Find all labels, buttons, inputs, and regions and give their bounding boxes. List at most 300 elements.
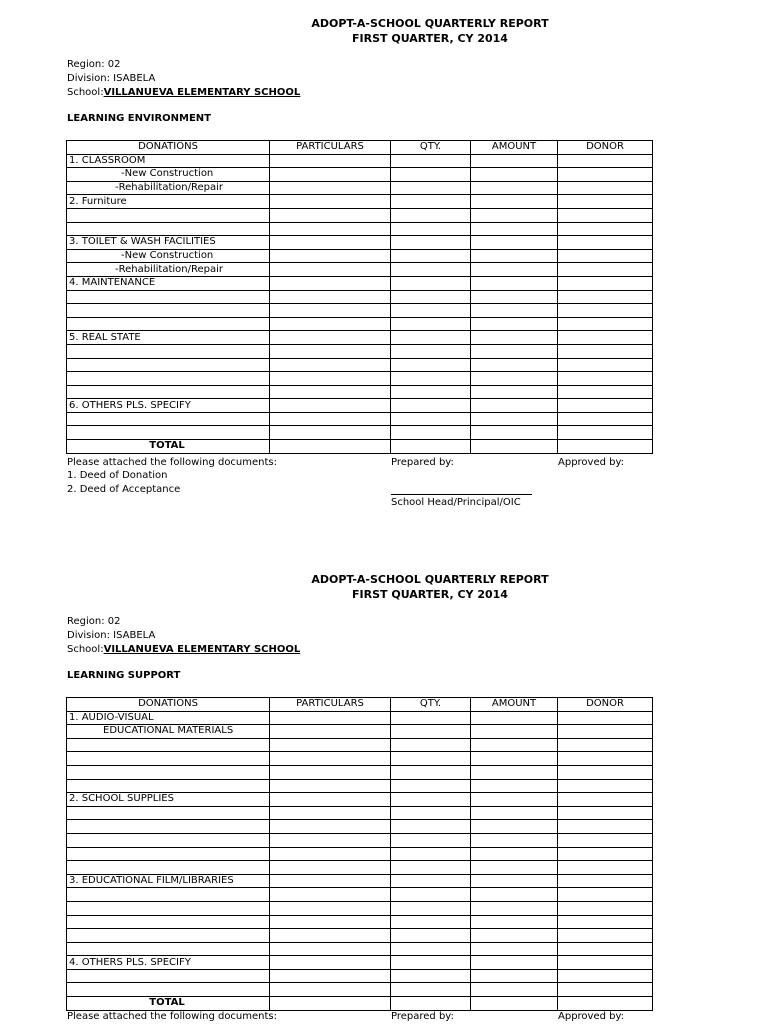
signature-line <box>391 494 532 495</box>
donor-cell[interactable] <box>558 779 653 793</box>
donor-cell[interactable] <box>558 222 653 236</box>
particulars-cell[interactable] <box>270 874 391 888</box>
amount-cell[interactable] <box>471 929 558 943</box>
amount-cell[interactable] <box>471 358 558 372</box>
amount-cell[interactable] <box>471 915 558 929</box>
table-row <box>67 820 653 834</box>
particulars-cell[interactable] <box>270 725 391 739</box>
donor-cell[interactable] <box>558 874 653 888</box>
row-label <box>67 779 270 793</box>
table-row <box>67 181 653 195</box>
amount-cell[interactable] <box>471 236 558 250</box>
donor-cell[interactable] <box>558 793 653 807</box>
table-row <box>67 942 653 956</box>
donor-cell[interactable] <box>558 358 653 372</box>
header-qty: QTY. <box>391 141 471 155</box>
qty-cell[interactable] <box>391 765 471 779</box>
particulars-cell[interactable] <box>270 752 391 766</box>
qty-cell[interactable] <box>391 440 471 454</box>
donor-cell[interactable] <box>558 711 653 725</box>
table-row <box>67 969 653 983</box>
particulars-cell[interactable] <box>270 222 391 236</box>
table-row <box>67 372 653 386</box>
qty-cell[interactable] <box>391 806 471 820</box>
donor-cell[interactable] <box>558 929 653 943</box>
table-row <box>67 249 653 263</box>
region-line: Region: 02 <box>67 616 121 627</box>
table-row <box>67 738 653 752</box>
particulars-cell[interactable] <box>270 765 391 779</box>
donor-cell[interactable] <box>558 969 653 983</box>
amount-cell[interactable] <box>471 793 558 807</box>
particulars-cell[interactable] <box>270 249 391 263</box>
school-name: VILLANUEVA ELEMENTARY SCHOOL <box>103 644 301 655</box>
amount-cell[interactable] <box>471 779 558 793</box>
table-row <box>67 412 653 426</box>
donor-cell[interactable] <box>558 997 653 1011</box>
donor-cell[interactable] <box>558 412 653 426</box>
qty-cell[interactable] <box>391 412 471 426</box>
row-label <box>67 222 270 236</box>
row-label <box>67 861 270 875</box>
school-label: School: <box>67 644 104 655</box>
amount-cell[interactable] <box>471 833 558 847</box>
donor-cell[interactable] <box>558 983 653 997</box>
report-title: ADOPT-A-SCHOOL QUARTERLY REPORT <box>311 17 549 30</box>
table-row <box>67 276 653 290</box>
table-row <box>67 168 653 182</box>
row-label <box>67 983 270 997</box>
amount-cell[interactable] <box>471 983 558 997</box>
particulars-cell[interactable] <box>270 399 391 413</box>
header-particulars: PARTICULARS <box>270 141 391 155</box>
particulars-cell[interactable] <box>270 793 391 807</box>
amount-cell[interactable] <box>471 222 558 236</box>
row-label <box>67 901 270 915</box>
qty-cell[interactable] <box>391 399 471 413</box>
qty-cell[interactable] <box>391 276 471 290</box>
row-label <box>67 847 270 861</box>
qty-cell[interactable] <box>391 195 471 209</box>
qty-cell[interactable] <box>391 358 471 372</box>
table-row <box>67 358 653 372</box>
qty-cell[interactable] <box>391 304 471 318</box>
particulars-cell[interactable] <box>270 412 391 426</box>
row-label <box>67 942 270 956</box>
donor-cell[interactable] <box>558 806 653 820</box>
particulars-cell[interactable] <box>270 304 391 318</box>
table-row <box>67 222 653 236</box>
header-donations: DONATIONS <box>67 141 270 155</box>
amount-cell[interactable] <box>471 317 558 331</box>
amount-cell[interactable] <box>471 997 558 1011</box>
table-row <box>67 901 653 915</box>
particulars-cell[interactable] <box>270 969 391 983</box>
doc-item: 2. Deed of Acceptance <box>67 484 181 495</box>
particulars-cell[interactable] <box>270 440 391 454</box>
amount-cell[interactable] <box>471 942 558 956</box>
table-row <box>67 317 653 331</box>
particulars-cell[interactable] <box>270 997 391 1011</box>
donor-cell[interactable] <box>558 725 653 739</box>
row-label: 4. MAINTENANCE <box>67 276 270 290</box>
donor-cell[interactable] <box>558 181 653 195</box>
qty-cell[interactable] <box>391 929 471 943</box>
table-row <box>67 725 653 739</box>
amount-cell[interactable] <box>471 738 558 752</box>
row-label <box>67 888 270 902</box>
row-label <box>67 304 270 318</box>
particulars-cell[interactable] <box>270 901 391 915</box>
qty-cell[interactable] <box>391 372 471 386</box>
table-row <box>67 426 653 440</box>
qty-cell[interactable] <box>391 915 471 929</box>
header-donor: DONOR <box>558 141 653 155</box>
donor-cell[interactable] <box>558 236 653 250</box>
particulars-cell[interactable] <box>270 738 391 752</box>
total-label: TOTAL <box>67 440 270 454</box>
amount-cell[interactable] <box>471 385 558 399</box>
qty-cell[interactable] <box>391 208 471 222</box>
total-row <box>67 997 653 1011</box>
row-label <box>67 208 270 222</box>
table-row <box>67 833 653 847</box>
amount-cell[interactable] <box>471 195 558 209</box>
particulars-cell[interactable] <box>270 331 391 345</box>
qty-cell[interactable] <box>391 874 471 888</box>
qty-cell[interactable] <box>391 833 471 847</box>
particulars-cell[interactable] <box>270 358 391 372</box>
qty-cell[interactable] <box>391 820 471 834</box>
particulars-cell[interactable] <box>270 861 391 875</box>
particulars-cell[interactable] <box>270 983 391 997</box>
row-label <box>67 806 270 820</box>
donor-cell[interactable] <box>558 847 653 861</box>
report-subtitle: FIRST QUARTER, CY 2014 <box>352 588 508 601</box>
amount-cell[interactable] <box>471 752 558 766</box>
amount-cell[interactable] <box>471 861 558 875</box>
donor-cell[interactable] <box>558 426 653 440</box>
category-heading: LEARNING ENVIRONMENT <box>67 113 211 124</box>
table-row <box>67 847 653 861</box>
row-label: -New Construction <box>67 249 270 263</box>
row-label <box>67 344 270 358</box>
donor-cell[interactable] <box>558 290 653 304</box>
row-label <box>67 915 270 929</box>
amount-cell[interactable] <box>471 874 558 888</box>
row-label <box>67 372 270 386</box>
particulars-cell[interactable] <box>270 820 391 834</box>
amount-cell[interactable] <box>471 208 558 222</box>
particulars-cell[interactable] <box>270 195 391 209</box>
header-donations: DONATIONS <box>67 698 270 712</box>
division-line: Division: ISABELA <box>67 73 156 84</box>
row-label: 3. TOILET & WASH FACILITIES <box>67 236 270 250</box>
row-label <box>67 969 270 983</box>
donor-cell[interactable] <box>558 304 653 318</box>
donor-cell[interactable] <box>558 154 653 168</box>
row-label: 1. AUDIO-VISUAL <box>67 711 270 725</box>
amount-cell[interactable] <box>471 901 558 915</box>
qty-cell[interactable] <box>391 317 471 331</box>
school-name: VILLANUEVA ELEMENTARY SCHOOL <box>103 87 301 98</box>
amount-cell[interactable] <box>471 249 558 263</box>
table-row <box>67 331 653 345</box>
row-label: 4. OTHERS PLS. SPECIFY <box>67 956 270 970</box>
donor-cell[interactable] <box>558 888 653 902</box>
amount-cell[interactable] <box>471 847 558 861</box>
table-row <box>67 861 653 875</box>
table-row <box>67 344 653 358</box>
table-header-row <box>67 141 653 155</box>
row-label <box>67 426 270 440</box>
table-row <box>67 956 653 970</box>
qty-cell[interactable] <box>391 426 471 440</box>
amount-cell[interactable] <box>471 263 558 277</box>
row-label <box>67 358 270 372</box>
amount-cell[interactable] <box>471 168 558 182</box>
qty-cell[interactable] <box>391 738 471 752</box>
donor-cell[interactable] <box>558 752 653 766</box>
row-label: 5. REAL STATE <box>67 331 270 345</box>
donations-table <box>66 140 653 454</box>
amount-cell[interactable] <box>471 765 558 779</box>
prepared-by-label: Prepared by: <box>391 1011 454 1022</box>
qty-cell[interactable] <box>391 168 471 182</box>
donor-cell[interactable] <box>558 440 653 454</box>
amount-cell[interactable] <box>471 956 558 970</box>
header-qty: QTY. <box>391 698 471 712</box>
particulars-cell[interactable] <box>270 372 391 386</box>
qty-cell[interactable] <box>391 888 471 902</box>
amount-cell[interactable] <box>471 181 558 195</box>
amount-cell[interactable] <box>471 888 558 902</box>
particulars-cell[interactable] <box>270 847 391 861</box>
donor-cell[interactable] <box>558 168 653 182</box>
donor-cell[interactable] <box>558 385 653 399</box>
qty-cell[interactable] <box>391 861 471 875</box>
row-label: 3. EDUCATIONAL FILM/LIBRARIES <box>67 874 270 888</box>
qty-cell[interactable] <box>391 969 471 983</box>
particulars-cell[interactable] <box>270 426 391 440</box>
school-label: School: <box>67 87 104 98</box>
amount-cell[interactable] <box>471 412 558 426</box>
particulars-cell[interactable] <box>270 154 391 168</box>
donor-cell[interactable] <box>558 833 653 847</box>
header-particulars: PARTICULARS <box>270 698 391 712</box>
doc-item: 1. Deed of Donation <box>67 470 168 481</box>
table-header-row <box>67 698 653 712</box>
prepared-by-label: Prepared by: <box>391 457 454 468</box>
report-subtitle: FIRST QUARTER, CY 2014 <box>352 32 508 45</box>
table-row <box>67 888 653 902</box>
header-amount: AMOUNT <box>471 141 558 155</box>
approved-by-label: Approved by: <box>558 1011 625 1022</box>
qty-cell[interactable] <box>391 901 471 915</box>
donor-cell[interactable] <box>558 249 653 263</box>
row-label <box>67 738 270 752</box>
total-row <box>67 440 653 454</box>
amount-cell[interactable] <box>471 969 558 983</box>
particulars-cell[interactable] <box>270 317 391 331</box>
header-amount: AMOUNT <box>471 698 558 712</box>
donations-table <box>66 697 653 1011</box>
donor-cell[interactable] <box>558 208 653 222</box>
region-line: Region: 02 <box>67 59 121 70</box>
signatory-title: School Head/Principal/OIC <box>391 497 521 508</box>
qty-cell[interactable] <box>391 344 471 358</box>
table-row <box>67 208 653 222</box>
table-row <box>67 806 653 820</box>
donor-cell[interactable] <box>558 331 653 345</box>
donor-cell[interactable] <box>558 195 653 209</box>
row-label: -New Construction <box>67 168 270 182</box>
row-label: -Rehabilitation/Repair <box>67 263 270 277</box>
donor-cell[interactable] <box>558 276 653 290</box>
amount-cell[interactable] <box>471 344 558 358</box>
particulars-cell[interactable] <box>270 290 391 304</box>
amount-cell[interactable] <box>471 440 558 454</box>
qty-cell[interactable] <box>391 752 471 766</box>
amount-cell[interactable] <box>471 426 558 440</box>
qty-cell[interactable] <box>391 290 471 304</box>
particulars-cell[interactable] <box>270 276 391 290</box>
particulars-cell[interactable] <box>270 779 391 793</box>
qty-cell[interactable] <box>391 997 471 1011</box>
table-row <box>67 765 653 779</box>
header-donor: DONOR <box>558 698 653 712</box>
donor-cell[interactable] <box>558 861 653 875</box>
row-label <box>67 833 270 847</box>
row-label: -Rehabilitation/Repair <box>67 181 270 195</box>
amount-cell[interactable] <box>471 806 558 820</box>
amount-cell[interactable] <box>471 276 558 290</box>
table-row <box>67 915 653 929</box>
particulars-cell[interactable] <box>270 181 391 195</box>
qty-cell[interactable] <box>391 956 471 970</box>
qty-cell[interactable] <box>391 385 471 399</box>
amount-cell[interactable] <box>471 399 558 413</box>
row-label <box>67 412 270 426</box>
qty-cell[interactable] <box>391 236 471 250</box>
qty-cell[interactable] <box>391 847 471 861</box>
row-label: 1. CLASSROOM <box>67 154 270 168</box>
table-row <box>67 874 653 888</box>
particulars-cell[interactable] <box>270 344 391 358</box>
school-line <box>67 86 300 100</box>
donor-cell[interactable] <box>558 372 653 386</box>
particulars-cell[interactable] <box>270 915 391 929</box>
table-row <box>67 929 653 943</box>
qty-cell[interactable] <box>391 154 471 168</box>
particulars-cell[interactable] <box>270 263 391 277</box>
row-label <box>67 317 270 331</box>
particulars-cell[interactable] <box>270 833 391 847</box>
table-row <box>67 779 653 793</box>
donor-cell[interactable] <box>558 399 653 413</box>
donor-cell[interactable] <box>558 344 653 358</box>
qty-cell[interactable] <box>391 983 471 997</box>
donor-cell[interactable] <box>558 738 653 752</box>
category-heading: LEARNING SUPPORT <box>67 670 181 681</box>
row-label: 2. Furniture <box>67 195 270 209</box>
particulars-cell[interactable] <box>270 236 391 250</box>
amount-cell[interactable] <box>471 820 558 834</box>
particulars-cell[interactable] <box>270 956 391 970</box>
row-label <box>67 929 270 943</box>
particulars-cell[interactable] <box>270 168 391 182</box>
table-row <box>67 304 653 318</box>
qty-cell[interactable] <box>391 711 471 725</box>
row-label <box>67 752 270 766</box>
table-row <box>67 195 653 209</box>
qty-cell[interactable] <box>391 942 471 956</box>
total-label: TOTAL <box>67 997 270 1011</box>
particulars-cell[interactable] <box>270 929 391 943</box>
donor-cell[interactable] <box>558 942 653 956</box>
qty-cell[interactable] <box>391 181 471 195</box>
amount-cell[interactable] <box>471 331 558 345</box>
amount-cell[interactable] <box>471 290 558 304</box>
particulars-cell[interactable] <box>270 888 391 902</box>
row-label: 6. OTHERS PLS. SPECIFY <box>67 399 270 413</box>
row-label: EDUCATIONAL MATERIALS <box>67 725 270 739</box>
qty-cell[interactable] <box>391 793 471 807</box>
amount-cell[interactable] <box>471 154 558 168</box>
table-row <box>67 399 653 413</box>
table-row <box>67 385 653 399</box>
amount-cell[interactable] <box>471 725 558 739</box>
qty-cell[interactable] <box>391 331 471 345</box>
particulars-cell[interactable] <box>270 806 391 820</box>
donor-cell[interactable] <box>558 317 653 331</box>
report-title: ADOPT-A-SCHOOL QUARTERLY REPORT <box>311 573 549 586</box>
qty-cell[interactable] <box>391 249 471 263</box>
donor-cell[interactable] <box>558 915 653 929</box>
qty-cell[interactable] <box>391 725 471 739</box>
qty-cell[interactable] <box>391 222 471 236</box>
approved-by-label: Approved by: <box>558 457 625 468</box>
division-line: Division: ISABELA <box>67 630 156 641</box>
qty-cell[interactable] <box>391 263 471 277</box>
donor-cell[interactable] <box>558 901 653 915</box>
particulars-cell[interactable] <box>270 385 391 399</box>
row-label <box>67 820 270 834</box>
table-row <box>67 711 653 725</box>
donor-cell[interactable] <box>558 956 653 970</box>
row-label <box>67 290 270 304</box>
row-label: 2. SCHOOL SUPPLIES <box>67 793 270 807</box>
amount-cell[interactable] <box>471 372 558 386</box>
table-row <box>67 983 653 997</box>
table-row <box>67 290 653 304</box>
particulars-cell[interactable] <box>270 942 391 956</box>
particulars-cell[interactable] <box>270 208 391 222</box>
table-row <box>67 154 653 168</box>
qty-cell[interactable] <box>391 779 471 793</box>
donor-cell[interactable] <box>558 820 653 834</box>
amount-cell[interactable] <box>471 304 558 318</box>
table-row <box>67 793 653 807</box>
row-label <box>67 765 270 779</box>
table-row <box>67 752 653 766</box>
school-line <box>67 643 300 657</box>
amount-cell[interactable] <box>471 711 558 725</box>
donor-cell[interactable] <box>558 263 653 277</box>
donor-cell[interactable] <box>558 765 653 779</box>
row-label <box>67 385 270 399</box>
particulars-cell[interactable] <box>270 711 391 725</box>
